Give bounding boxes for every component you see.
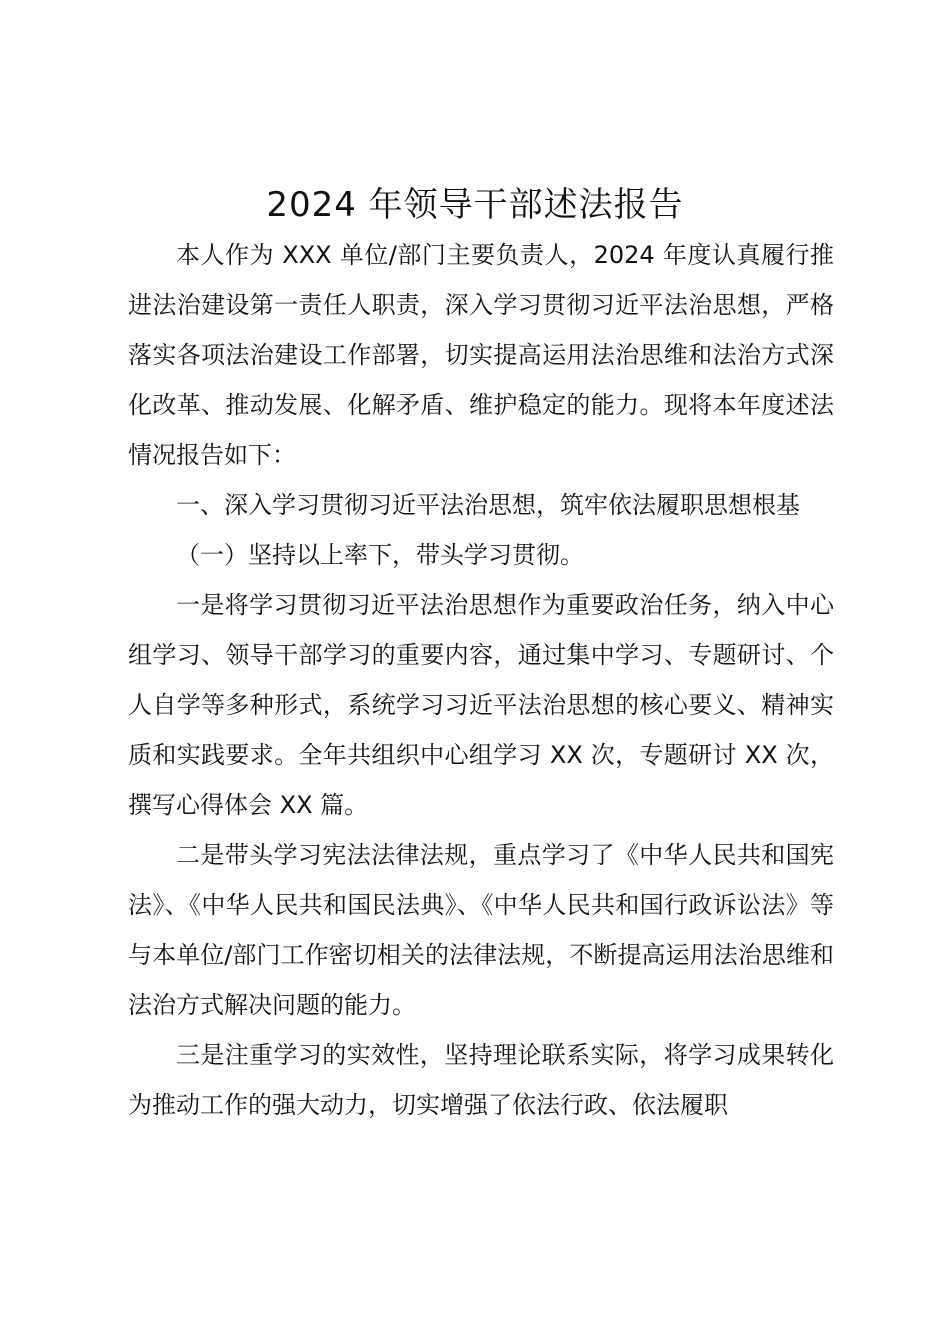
document-title: 2024 年领导干部述法报告	[266, 185, 684, 225]
paragraph-point-2: 二是带头学习宪法法律法规，重点学习了《中华人民共和国宪法》、《中华人民共和国民法典》、《中华人民共和国行政诉讼法》等与本单位/部门工作密切相关的法律法规，不断提高运用法治思维和法治方式解决问题的能力。	[128, 841, 834, 1019]
paragraph-point-1: 一是将学习贯彻习近平法治思想作为重要政治任务，纳入中心组学习、领导干部学习的重要内容，通过集中学习、专题研讨、个人自学等多种形式，系统学习习近平法治思想的核心要义、精神实质和实践要求。全年共组织中心组学习 XX 次，专题研讨 XX 次，撰写心得体会 XX 篇。	[128, 591, 834, 819]
document-body	[128, 230, 834, 1130]
paragraph-point-3: 三是注重学习的实效性，坚持理论联系实际，将学习成果转化为推动工作的强大动力，切实增强了依法行政、依法履职	[128, 1041, 834, 1119]
section-heading-1: 一、深入学习贯彻习近平法治思想，筑牢依法履职思想根基	[176, 491, 800, 519]
subsection-heading-1: （一）坚持以上率下，带头学习贯彻。	[176, 541, 584, 569]
intro-paragraph: 本人作为 XXX 单位/部门主要负责人，2024 年度认真履行推进法治建设第一责任人职责，深入学习贯彻习近平法治思想，严格落实各项法治建设工作部署，切实提高运用法治思维和法治方式深化改革、推动发展、化解矛盾、维护稳定的能力。现将本年度述法情况报告如下：	[128, 241, 834, 469]
